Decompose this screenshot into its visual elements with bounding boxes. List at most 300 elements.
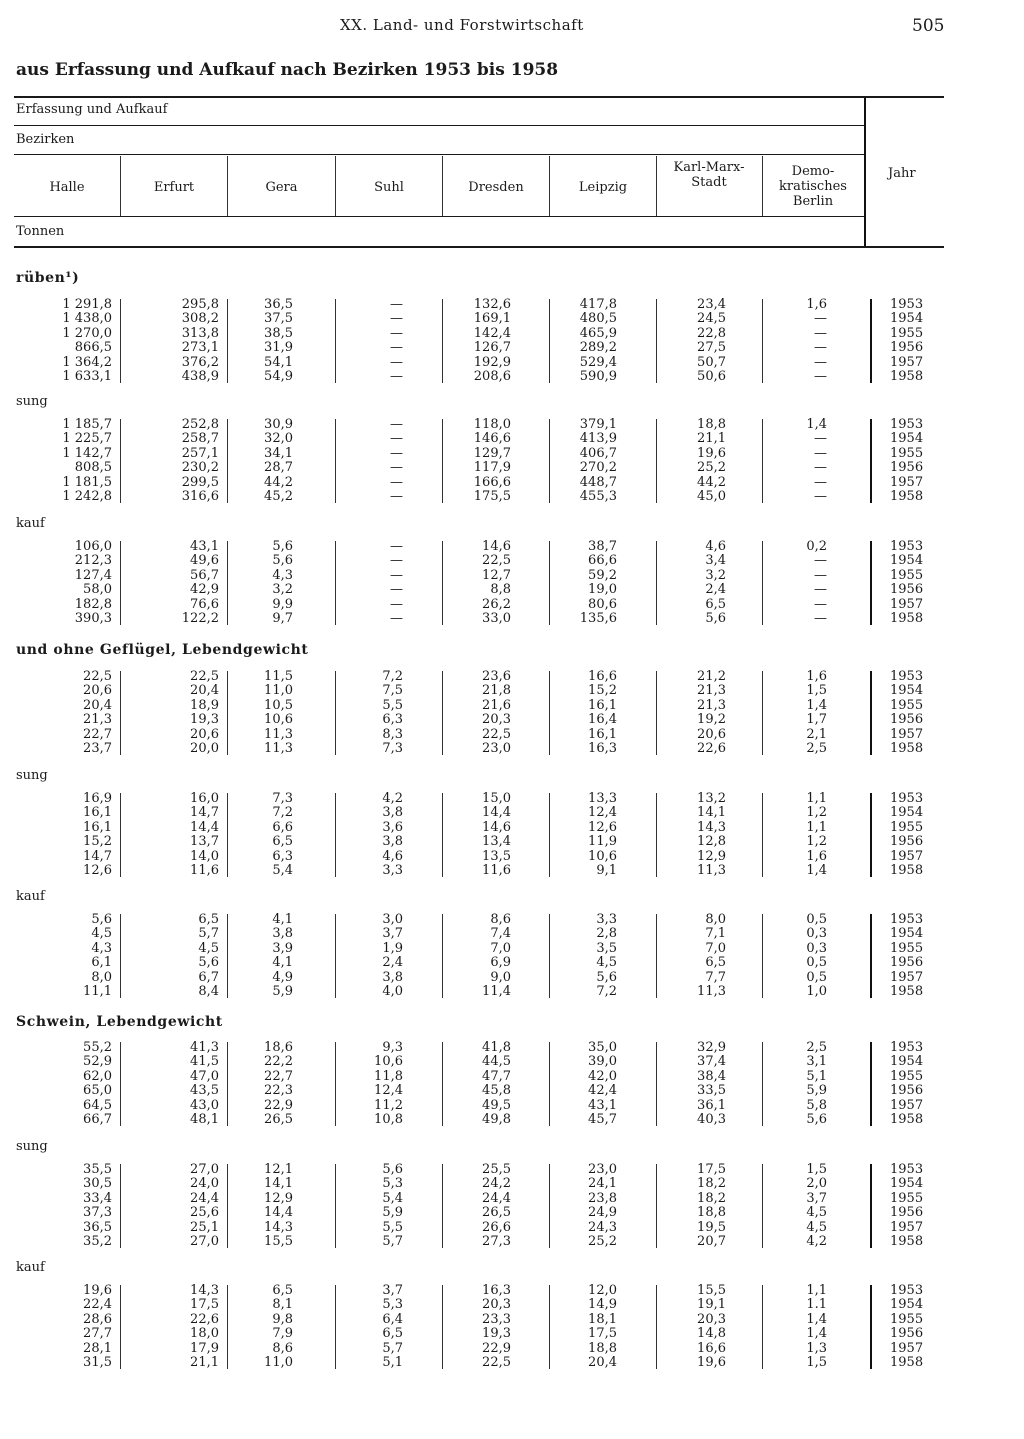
value-cell: 38,7 bbox=[588, 539, 617, 554]
value-cell: 22,5 bbox=[190, 669, 219, 684]
jahr-divider bbox=[864, 98, 866, 246]
value-cell: 417,8 bbox=[579, 297, 617, 312]
value-cell: 5,6 bbox=[198, 955, 219, 971]
value-cell: — bbox=[814, 445, 827, 461]
year-cell: 1958 bbox=[890, 984, 924, 999]
value-cell: 32,9 bbox=[697, 1040, 726, 1055]
year-cell: 1955 bbox=[890, 1068, 924, 1084]
value-cell: 7,0 bbox=[490, 940, 511, 956]
value-cell: 5,9 bbox=[272, 984, 293, 999]
value-cell: 4,2 bbox=[806, 1234, 827, 1249]
value-cell: 257,1 bbox=[181, 445, 219, 461]
value-cell: 24,1 bbox=[588, 1176, 617, 1192]
value-cell: 7,3 bbox=[382, 741, 403, 756]
value-cell: 30,9 bbox=[264, 417, 293, 432]
value-cell: 27,0 bbox=[190, 1234, 219, 1249]
value-cell: 32,0 bbox=[264, 431, 293, 447]
value-cell: 50,6 bbox=[697, 369, 726, 384]
table-row bbox=[0, 806, 1024, 820]
value-cell: 117,9 bbox=[473, 460, 511, 476]
value-cell: 17,5 bbox=[190, 1297, 219, 1313]
value-cell: 55,2 bbox=[83, 1040, 112, 1055]
value-cell: 3,9 bbox=[272, 940, 293, 956]
value-cell: 1,6 bbox=[806, 297, 827, 312]
value-cell: 34,1 bbox=[264, 445, 293, 461]
value-cell: 1 142,7 bbox=[62, 445, 112, 461]
value-cell: — bbox=[390, 311, 403, 327]
value-cell: 1,2 bbox=[806, 805, 827, 821]
value-cell: 20,6 bbox=[190, 726, 219, 742]
value-cell: 17,5 bbox=[588, 1326, 617, 1342]
value-cell: 25,2 bbox=[697, 460, 726, 476]
value-cell: 24,0 bbox=[190, 1176, 219, 1192]
value-cell: 20,4 bbox=[190, 683, 219, 699]
value-cell: 6,3 bbox=[382, 712, 403, 728]
value-cell: 127,4 bbox=[74, 567, 112, 583]
value-cell: 31,5 bbox=[83, 1355, 112, 1370]
value-cell: — bbox=[814, 489, 827, 504]
section-title: und ohne Geflügel, Lebendgewicht bbox=[16, 642, 309, 658]
table-row bbox=[0, 927, 1024, 941]
col-header-berlin-line3: Berlin bbox=[792, 194, 834, 209]
value-cell: 16,9 bbox=[83, 791, 112, 806]
value-cell: 43,1 bbox=[190, 539, 219, 554]
value-cell: 273,1 bbox=[181, 340, 219, 356]
value-cell: 590,9 bbox=[579, 369, 617, 384]
value-cell: 3,0 bbox=[382, 912, 403, 927]
value-cell: 22,8 bbox=[697, 325, 726, 341]
running-head: XX. Land- und Forstwirtschaft bbox=[340, 16, 584, 34]
value-cell: 22,7 bbox=[83, 726, 112, 742]
value-cell: 11,4 bbox=[482, 984, 511, 999]
col-header-berlin-line1: Demo- bbox=[791, 164, 835, 179]
value-cell: 14,1 bbox=[264, 1176, 293, 1192]
value-cell: — bbox=[814, 582, 827, 598]
table-title: aus Erfassung und Aufkauf nach Bezirken 1953 bis 1958 bbox=[16, 60, 559, 80]
value-cell: 21,6 bbox=[482, 697, 511, 713]
value-cell: 12,0 bbox=[588, 1283, 617, 1298]
value-cell: 36,5 bbox=[83, 1219, 112, 1235]
value-cell: 18,8 bbox=[697, 417, 726, 432]
year-cell: 1956 bbox=[890, 340, 924, 356]
value-cell: 16,6 bbox=[588, 669, 617, 684]
year-cell: 1958 bbox=[890, 863, 924, 878]
year-cell: 1957 bbox=[890, 596, 924, 612]
value-cell: 1 270,0 bbox=[62, 325, 112, 341]
year-cell: 1956 bbox=[890, 460, 924, 476]
value-cell: 7,0 bbox=[705, 940, 726, 956]
block-label: kauf bbox=[16, 889, 45, 904]
col-header-kms-line1: Karl-Marx- bbox=[673, 160, 745, 175]
value-cell: 24,4 bbox=[482, 1190, 511, 1206]
value-cell: 22,6 bbox=[190, 1311, 219, 1327]
value-cell: 1 185,7 bbox=[62, 417, 112, 432]
value-cell: 4,3 bbox=[272, 567, 293, 583]
block-label: kauf bbox=[16, 516, 45, 531]
value-cell: 10,6 bbox=[588, 848, 617, 864]
value-cell: 3,8 bbox=[272, 926, 293, 942]
header-top-rule bbox=[14, 96, 944, 98]
value-cell: 0,5 bbox=[806, 955, 827, 971]
table-row bbox=[0, 699, 1024, 713]
table-row bbox=[0, 1113, 1024, 1127]
value-cell: 42,0 bbox=[588, 1068, 617, 1084]
value-cell: 4,6 bbox=[382, 848, 403, 864]
col-header-berlin-line2: kratisches bbox=[779, 179, 847, 194]
value-cell: 1,3 bbox=[806, 1340, 827, 1356]
col-divider bbox=[227, 156, 228, 216]
table-row bbox=[0, 447, 1024, 461]
value-cell: 44,5 bbox=[482, 1054, 511, 1070]
value-cell: 14,1 bbox=[697, 805, 726, 821]
value-cell: 20,6 bbox=[83, 683, 112, 699]
value-cell: — bbox=[390, 611, 403, 626]
value-cell: 9,7 bbox=[272, 611, 293, 626]
year-cell: 1957 bbox=[890, 1219, 924, 1235]
value-cell: 21,2 bbox=[697, 669, 726, 684]
value-cell: 33,4 bbox=[83, 1190, 112, 1206]
value-cell: 11,3 bbox=[697, 863, 726, 878]
value-cell: 41,8 bbox=[482, 1040, 511, 1055]
value-cell: 299,5 bbox=[181, 474, 219, 490]
value-cell: 406,7 bbox=[579, 445, 617, 461]
table-row bbox=[0, 985, 1024, 999]
value-cell: 5,3 bbox=[382, 1297, 403, 1313]
value-cell: 808,5 bbox=[74, 460, 112, 476]
col-header-jahr: Jahr bbox=[888, 166, 916, 181]
year-cell: 1953 bbox=[890, 912, 924, 927]
value-cell: 7,3 bbox=[272, 791, 293, 806]
value-cell: 26,5 bbox=[264, 1112, 293, 1127]
value-cell: 25,2 bbox=[588, 1234, 617, 1249]
value-cell: 8,1 bbox=[272, 1297, 293, 1313]
value-cell: 3,2 bbox=[272, 582, 293, 598]
table-row bbox=[0, 942, 1024, 956]
value-cell: 4,5 bbox=[198, 940, 219, 956]
value-cell: 9,0 bbox=[490, 969, 511, 985]
value-cell: 19,3 bbox=[482, 1326, 511, 1342]
col-header-erfurt: Erfurt bbox=[153, 180, 195, 195]
value-cell: 35,0 bbox=[588, 1040, 617, 1055]
table-row bbox=[0, 312, 1024, 326]
value-cell: 45,0 bbox=[697, 489, 726, 504]
value-cell: 1,2 bbox=[806, 834, 827, 850]
value-cell: 448,7 bbox=[579, 474, 617, 490]
value-cell: 270,2 bbox=[579, 460, 617, 476]
value-cell: 18,8 bbox=[697, 1205, 726, 1221]
table-row bbox=[0, 341, 1024, 355]
value-cell: 6,4 bbox=[382, 1311, 403, 1327]
value-cell: 6,1 bbox=[91, 955, 112, 971]
value-cell: 2,5 bbox=[806, 741, 827, 756]
table-row bbox=[0, 554, 1024, 568]
block-label: sung bbox=[16, 394, 48, 409]
value-cell: 11,6 bbox=[482, 863, 511, 878]
value-cell: 27,7 bbox=[83, 1326, 112, 1342]
value-cell: 37,3 bbox=[83, 1205, 112, 1221]
value-cell: 30,5 bbox=[83, 1176, 112, 1192]
value-cell: 1 438,0 bbox=[62, 311, 112, 327]
value-cell: 16,1 bbox=[83, 805, 112, 821]
value-cell: 18,6 bbox=[264, 1040, 293, 1055]
value-cell: 36,5 bbox=[264, 297, 293, 312]
value-cell: 480,5 bbox=[579, 311, 617, 327]
value-cell: 413,9 bbox=[579, 431, 617, 447]
value-cell: — bbox=[390, 431, 403, 447]
value-cell: 5,8 bbox=[806, 1097, 827, 1113]
year-cell: 1956 bbox=[890, 1083, 924, 1099]
value-cell: 35,5 bbox=[83, 1162, 112, 1177]
value-cell: 14,0 bbox=[190, 848, 219, 864]
year-cell: 1955 bbox=[890, 567, 924, 583]
value-cell: 45,8 bbox=[482, 1083, 511, 1099]
value-cell: 5,1 bbox=[806, 1068, 827, 1084]
value-cell: 1,4 bbox=[806, 697, 827, 713]
value-cell: 2,1 bbox=[806, 726, 827, 742]
value-cell: 38,5 bbox=[264, 325, 293, 341]
value-cell: 22,9 bbox=[482, 1340, 511, 1356]
value-cell: 62,0 bbox=[83, 1068, 112, 1084]
value-cell: 7,2 bbox=[382, 669, 403, 684]
value-cell: 4,5 bbox=[596, 955, 617, 971]
year-cell: 1953 bbox=[890, 791, 924, 806]
value-cell: 18,2 bbox=[697, 1190, 726, 1206]
year-cell: 1955 bbox=[890, 325, 924, 341]
value-cell: 6,5 bbox=[198, 912, 219, 927]
col-header-leipzig: Leipzig bbox=[578, 180, 628, 195]
value-cell: 3,8 bbox=[382, 805, 403, 821]
value-cell: 4,6 bbox=[705, 539, 726, 554]
value-cell: 19,6 bbox=[83, 1283, 112, 1298]
value-cell: 11,9 bbox=[588, 834, 617, 850]
table-row bbox=[0, 490, 1024, 504]
value-cell: 16,1 bbox=[588, 726, 617, 742]
value-cell: 4,2 bbox=[382, 791, 403, 806]
value-cell: — bbox=[390, 582, 403, 598]
year-cell: 1953 bbox=[890, 1162, 924, 1177]
year-cell: 1954 bbox=[890, 553, 924, 569]
value-cell: 22,6 bbox=[697, 741, 726, 756]
value-cell: 19,5 bbox=[697, 1219, 726, 1235]
table-row bbox=[0, 1192, 1024, 1206]
value-cell: — bbox=[390, 297, 403, 312]
value-cell: 1,6 bbox=[806, 848, 827, 864]
year-cell: 1955 bbox=[890, 1311, 924, 1327]
value-cell: 19,6 bbox=[697, 1355, 726, 1370]
table-row bbox=[0, 1342, 1024, 1356]
value-cell: 16,1 bbox=[588, 697, 617, 713]
value-cell: 11,0 bbox=[264, 683, 293, 699]
value-cell: — bbox=[390, 489, 403, 504]
block-label: sung bbox=[16, 1139, 48, 1154]
year-cell: 1957 bbox=[890, 354, 924, 370]
value-cell: 20,3 bbox=[482, 1297, 511, 1313]
table-row bbox=[0, 835, 1024, 849]
table-row bbox=[0, 327, 1024, 341]
table-row bbox=[0, 298, 1024, 312]
value-cell: 47,0 bbox=[190, 1068, 219, 1084]
value-cell: 21,1 bbox=[697, 431, 726, 447]
table-row bbox=[0, 1313, 1024, 1327]
value-cell: 2,0 bbox=[806, 1176, 827, 1192]
value-cell: 1 364,2 bbox=[62, 354, 112, 370]
value-cell: 3,7 bbox=[806, 1190, 827, 1206]
value-cell: 16,1 bbox=[83, 819, 112, 835]
value-cell: 192,9 bbox=[473, 354, 511, 370]
value-cell: 1,6 bbox=[806, 669, 827, 684]
value-cell: 14,4 bbox=[190, 819, 219, 835]
value-cell: 35,2 bbox=[83, 1234, 112, 1249]
value-cell: 20,3 bbox=[697, 1311, 726, 1327]
value-cell: 22,5 bbox=[482, 1355, 511, 1370]
value-cell: 8,0 bbox=[705, 912, 726, 927]
year-cell: 1953 bbox=[890, 297, 924, 312]
value-cell: 24,9 bbox=[588, 1205, 617, 1221]
table-row bbox=[0, 956, 1024, 970]
value-cell: 438,9 bbox=[181, 369, 219, 384]
value-cell: 23,6 bbox=[482, 669, 511, 684]
value-cell: 58,0 bbox=[83, 582, 112, 598]
value-cell: 65,0 bbox=[83, 1083, 112, 1099]
value-cell: 5,7 bbox=[382, 1340, 403, 1356]
year-cell: 1954 bbox=[890, 1176, 924, 1192]
col-divider bbox=[656, 156, 657, 216]
value-cell: 122,2 bbox=[181, 611, 219, 626]
value-cell: 80,6 bbox=[588, 596, 617, 612]
value-cell: 258,7 bbox=[181, 431, 219, 447]
table-row bbox=[0, 670, 1024, 684]
value-cell: 1,5 bbox=[806, 683, 827, 699]
value-cell: 17,9 bbox=[190, 1340, 219, 1356]
value-cell: 12,1 bbox=[264, 1162, 293, 1177]
value-cell: 14,4 bbox=[264, 1205, 293, 1221]
year-cell: 1955 bbox=[890, 1190, 924, 1206]
value-cell: 212,3 bbox=[74, 553, 112, 569]
value-cell: 15,5 bbox=[697, 1283, 726, 1298]
value-cell: 38,4 bbox=[697, 1068, 726, 1084]
value-cell: — bbox=[390, 567, 403, 583]
value-cell: 866,5 bbox=[74, 340, 112, 356]
table-row bbox=[0, 971, 1024, 985]
value-cell: 4,9 bbox=[272, 969, 293, 985]
value-cell: 182,8 bbox=[74, 596, 112, 612]
table-row bbox=[0, 728, 1024, 742]
value-cell: 5,6 bbox=[596, 969, 617, 985]
value-cell: 9,9 bbox=[272, 596, 293, 612]
value-cell: 27,0 bbox=[190, 1162, 219, 1177]
value-cell: 142,4 bbox=[473, 325, 511, 341]
value-cell: 15,2 bbox=[83, 834, 112, 850]
value-cell: 0,5 bbox=[806, 969, 827, 985]
year-cell: 1956 bbox=[890, 834, 924, 850]
year-cell: 1957 bbox=[890, 969, 924, 985]
value-cell: 12,4 bbox=[374, 1083, 403, 1099]
value-cell: 18,2 bbox=[697, 1176, 726, 1192]
value-cell: 26,5 bbox=[482, 1205, 511, 1221]
value-cell: 11,3 bbox=[697, 984, 726, 999]
year-cell: 1958 bbox=[890, 741, 924, 756]
value-cell: 12,6 bbox=[83, 863, 112, 878]
value-cell: 41,5 bbox=[190, 1054, 219, 1070]
value-cell: 16,3 bbox=[482, 1283, 511, 1298]
value-cell: 308,2 bbox=[181, 311, 219, 327]
value-cell: 146,6 bbox=[473, 431, 511, 447]
value-cell: 22,2 bbox=[264, 1054, 293, 1070]
value-cell: 66,7 bbox=[83, 1112, 112, 1127]
value-cell: 13,4 bbox=[482, 834, 511, 850]
value-cell: 2,8 bbox=[596, 926, 617, 942]
value-cell: 37,5 bbox=[264, 311, 293, 327]
value-cell: 13,2 bbox=[697, 791, 726, 806]
value-cell: 8,6 bbox=[272, 1340, 293, 1356]
value-cell: 5,5 bbox=[382, 1219, 403, 1235]
col-header-karl-marx-stadt bbox=[657, 160, 761, 190]
value-cell: 36,1 bbox=[697, 1097, 726, 1113]
value-cell: 3,1 bbox=[806, 1054, 827, 1070]
value-cell: 3,7 bbox=[382, 926, 403, 942]
value-cell: 25,6 bbox=[190, 1205, 219, 1221]
value-cell: 252,8 bbox=[181, 417, 219, 432]
value-cell: 14,6 bbox=[482, 539, 511, 554]
value-cell: 376,2 bbox=[181, 354, 219, 370]
year-cell: 1958 bbox=[890, 369, 924, 384]
table-row bbox=[0, 1235, 1024, 1249]
value-cell: 24,5 bbox=[697, 311, 726, 327]
value-cell: 316,6 bbox=[181, 489, 219, 504]
value-cell: 28,1 bbox=[83, 1340, 112, 1356]
value-cell: 3,8 bbox=[382, 969, 403, 985]
value-cell: 1,9 bbox=[382, 940, 403, 956]
value-cell: 28,6 bbox=[83, 1311, 112, 1327]
value-cell: 126,7 bbox=[473, 340, 511, 356]
value-cell: 5,6 bbox=[382, 1162, 403, 1177]
value-cell: 42,9 bbox=[190, 582, 219, 598]
value-cell: 5,7 bbox=[382, 1234, 403, 1249]
value-cell: 22,9 bbox=[264, 1097, 293, 1113]
value-cell: 20,7 bbox=[697, 1234, 726, 1249]
value-cell: 13,7 bbox=[190, 834, 219, 850]
table-row bbox=[0, 1298, 1024, 1312]
year-cell: 1953 bbox=[890, 1040, 924, 1055]
value-cell: 465,9 bbox=[579, 325, 617, 341]
year-cell: 1956 bbox=[890, 1205, 924, 1221]
value-cell: 11,8 bbox=[374, 1068, 403, 1084]
year-cell: 1954 bbox=[890, 431, 924, 447]
table-row bbox=[0, 1070, 1024, 1084]
table-row bbox=[0, 850, 1024, 864]
value-cell: 5,3 bbox=[382, 1176, 403, 1192]
value-cell: 14,3 bbox=[190, 1283, 219, 1298]
year-cell: 1957 bbox=[890, 1340, 924, 1356]
table-row bbox=[0, 569, 1024, 583]
value-cell: — bbox=[814, 611, 827, 626]
value-cell: 22,5 bbox=[83, 669, 112, 684]
value-cell: 20,4 bbox=[588, 1355, 617, 1370]
bezirke-rule bbox=[14, 154, 864, 155]
value-cell: 24,3 bbox=[588, 1219, 617, 1235]
value-cell: 8,0 bbox=[91, 969, 112, 985]
value-cell: 1,4 bbox=[806, 417, 827, 432]
table-row bbox=[0, 1356, 1024, 1370]
table-row bbox=[0, 598, 1024, 612]
col-divider bbox=[335, 156, 336, 216]
value-cell: 24,2 bbox=[482, 1176, 511, 1192]
table-row bbox=[0, 370, 1024, 384]
value-cell: 12,6 bbox=[588, 819, 617, 835]
value-cell: 1 181,5 bbox=[62, 474, 112, 490]
table-row bbox=[0, 792, 1024, 806]
header-bottom-rule bbox=[14, 246, 944, 248]
